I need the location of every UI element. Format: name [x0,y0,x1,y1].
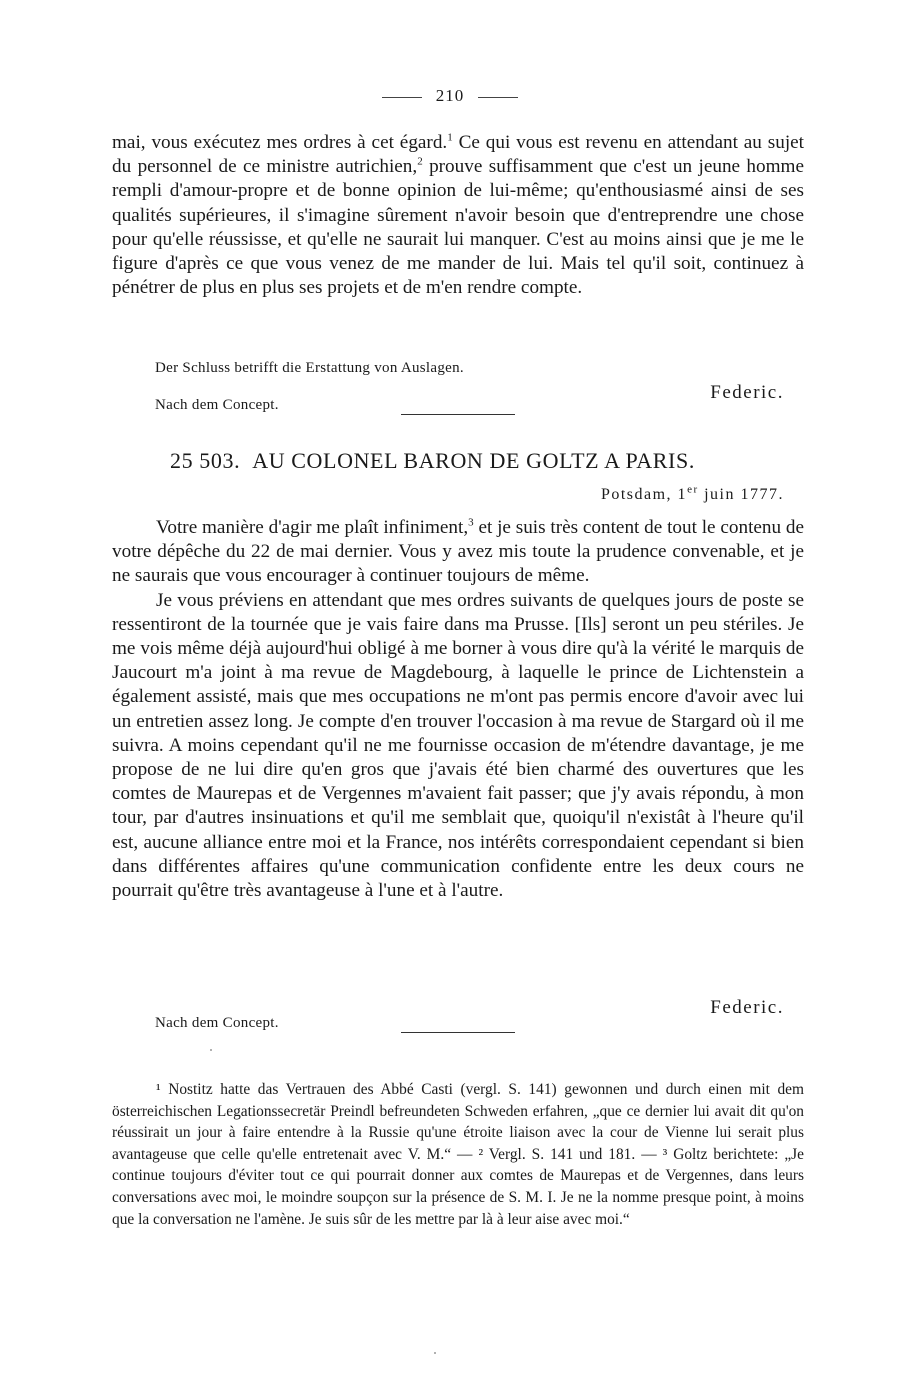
header-rule-right [478,97,518,98]
letter-dateline [600,483,784,504]
footnotes-text: ¹ Nostitz hatte das Vertrauen des Abbé Casti (vergl. S. 141) gewonnen und durch einen mit dem österreichischen Legationssecretär Preindl befreundeten Schweden erfahren, „que ce dernier lui avait dit qu'on réussirait un jour à faire entendre à la Russie qu'une étroite liaison avec la cour de Vienne lui serait plus avantageuse que celle qu'elle entretenait avec V. M.“ — ² Vergl. S. 141 und 181. — ³ Goltz berichtete: „Je continue toujours d'éviter tout ce qui pourrait donner aux comtes de Maurepas et de Vergennes, dans leurs conversations avec moi, le moindre soupçon sur la présence de S. M. I. Je ne la nomme presque point, à moins que la conversation ne l'amène. Je suis sûr de les mettre par là à leur aise avec moi.“ [112,1081,804,1228]
header-rule-left [382,97,422,98]
speck-mark [210,1049,212,1051]
section-divider-2 [401,1032,515,1033]
footnote-ref-1[interactable]: 1 [447,131,453,144]
footnote-ref-2[interactable]: 2 [417,155,423,168]
letter-number: 25 503. [170,448,241,473]
page-header [0,86,900,106]
date-superscript: er [687,483,699,496]
closing-note: Der Schluss betrifft die Erstattung von Auslagen. [155,360,464,376]
continuation-text-3: prouve suffisamment que c'est un jeune homme rempli d'amour-propre et de bonne opinion de lui-même; qu'enthousiasmé ainsi de ses qualités supérieures, il s'imagine sûrement n'avoir besoin que d'entreprendre une chose pour qu'elle réussisse, et qu'elle ne saurait lui manquer. C'est au moins ainsi que je me le figure d'après ce que vous venez de me mander de lui. Mais tel qu'il soit, continuez à pénétrer de plus en plus ses projets et de m'en rendre compte. [112,156,804,299]
letter-heading [170,448,695,474]
footnotes-block [112,1079,804,1230]
letter-body [112,516,804,903]
letter-paragraph-1 [112,516,804,589]
signature-2: Federic. [710,997,784,1018]
continuation-paragraph [112,131,804,300]
section-divider-1 [401,414,515,415]
letter-title: AU COLONEL BARON DE GOLTZ A PARIS. [252,448,695,473]
date-place: Potsdam, 1 [600,486,688,503]
letter-paragraph-2: Je vous préviens en attendant que mes ordres suivants de quelques jours de poste se ressentiront de la tournée que je vais faire dans ma Prusse. [Ils] seront un peu stériles. Je me vois même déjà aujourd'hui obligé à me borner à vous dire qu'à la vérité le marquis de Jaucourt m'a joint à ma revue de Magdebourg, à laquelle le prince de Lichtenstein a également assisté, mais que mes occupations ne m'ont pas permis encore d'avoir avec lui un entretien assez long. Je compte d'en trouver l'occasion à ma revue de Stargard où il me suivra. A moins cependant qu'il ne me fournisse occasion de m'étendre davantage, je me propose de ne lui dire qu'en gros que j'avais été bien charmé des ouvertures que les comtes de Maurepas et de Vergennes m'avaient fait passer; que j'y avais répondu, à mon tour, par d'autres insinuations et qu'il me semblait que, quoiqu'il n'existât à l'heure qu'il est, aucune alliance entre moi et la France, nos intérêts correspondaient cependant si bien dans différentes affaires qu'une communication confidente entre les deux cours ne pourrait qu'être très avantageuse à l'une et à l'autre. [112,589,804,902]
page-number: 210 [435,86,465,105]
speck-mark [434,1352,436,1354]
source-note-1: Nach dem Concept. [155,397,279,413]
footnote-ref-3[interactable]: 3 [468,516,474,529]
para1-text-b: et je suis très content de tout le contenu de votre dépêche du 22 de mai dernier. Vous y avez mis toute la prudence convenable, et je ne saurais que vous encourager à continuer toujours de même. [112,517,805,587]
signature-1: Federic. [710,382,784,403]
continuation-text-2: Ce qui vous est revenu en attendant au sujet du personnel de ce ministre autrichien, [112,132,805,178]
date-rest: juin 1777. [698,486,784,503]
continuation-text-1: mai, vous exécutez mes ordres à cet égard. [112,132,448,153]
source-note-2: Nach dem Concept. [155,1015,279,1031]
para1-text-a: Votre manière d'agir me plaît infiniment, [156,517,469,538]
